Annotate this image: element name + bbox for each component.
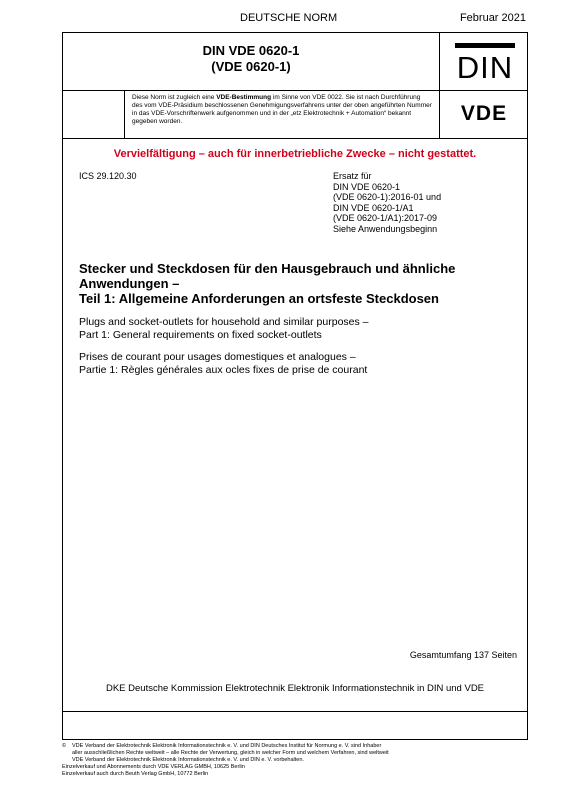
vde-logo <box>448 103 520 123</box>
divider <box>124 90 125 138</box>
ics-code: ICS 29.120.30 <box>79 171 137 181</box>
header-date: Februar 2021 <box>459 12 526 24</box>
divider <box>63 711 527 712</box>
copy-warning: Vervielfältigung – auch für innerbetriebliche Zwecke – nicht gestattet. <box>113 148 477 160</box>
din-logo <box>455 41 515 83</box>
copyright-icon: © <box>62 743 67 749</box>
svg-text:DIN: DIN <box>456 50 514 83</box>
divider <box>63 90 527 91</box>
total-pages: Gesamtumfang 137 Seiten <box>409 650 517 660</box>
header-standard-label: DEUTSCHE NORM <box>240 12 338 24</box>
dke-commission: DKE Deutsche Kommission Elektrotechnik Elektronik Informationstechnik in DIN und VDE <box>105 683 485 694</box>
document-number-din: DIN VDE 0620-1 <box>202 43 300 58</box>
title-french: Prises de courant pour usages domestiques et analogues – Partie 1: Règles générales aux ocles fixes de prise de courant <box>79 351 368 376</box>
vde-regulation-note: Diese Norm ist zugleich eine VDE-Bestimmung im Sinne von VDE 0022. Sie ist nach Durchführung des vom VDE-Präsidium beschlossenen Genehmigungsverfahrens unter der oben angeführten Nummer in das VDE-Vorschriftenwerk aufgenommen und in der „etz Elektrotechnik + Automation“ bekannt gegeben worden. <box>132 94 432 126</box>
footer-copyright: © VDE Verband der Elektrotechnik Elektronik Informationstechnik e. V. und DIN Deutsches Institut für Normung e. V. sind Inhaber aller ausschließlichen Rechte weltweit – alle Rechte der Verwertung, gleich in welcher Form und welchem Verfahren, sind weltweit VDE Verband der Elektrotechnik Elektronik Informationstechnik e. V. und DIN e. V. vorbehalten. Einzelverkauf und Abonnements durch VDE VERLAG GMBH, 10625 Berlin Einzelverkauf auch durch Beuth Verlag GmbH, 10772 Berlin <box>62 743 389 777</box>
replacement-note: Ersatz für DIN VDE 0620-1 (VDE 0620-1):2016-01 und DIN VDE 0620-1/A1 (VDE 0620-1/A1):2017-09 Siehe Anwendungsbeginn <box>333 171 442 234</box>
divider <box>439 33 440 139</box>
document-number-vde: (VDE 0620-1) <box>211 59 291 74</box>
title-german: Stecker und Steckdosen für den Hausgebrauch und ähnliche Anwendungen – Teil 1: Allgemeine Anforderungen an ortsfeste Steckdosen <box>79 261 456 306</box>
title-english: Plugs and socket-outlets for household and similar purposes – Part 1: General requirements on fixed socket-outlets <box>79 316 369 341</box>
title-page-frame <box>62 32 528 740</box>
document-number <box>63 43 439 75</box>
divider <box>63 138 527 139</box>
svg-text:VDE: VDE <box>460 103 508 123</box>
